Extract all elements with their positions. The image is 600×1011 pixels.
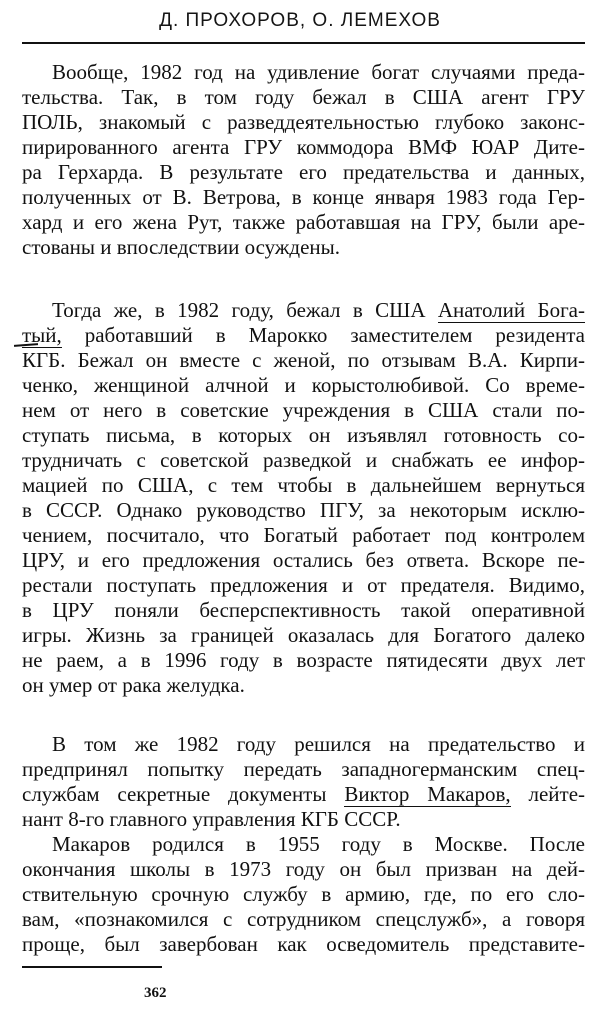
text-line: ПОЛЬ, знакомый с разведдеятельностью глубоко законс-	[22, 110, 585, 134]
text-line	[22, 298, 585, 323]
page-number: 362	[144, 985, 167, 1001]
text-line: проще, был завербован как осведомитель представите-	[22, 932, 585, 956]
text-line: тельства. Так, в том году бежал в США агент ГРУ	[22, 85, 585, 109]
text-line: окончания школы в 1973 году он был призван на дей-	[22, 857, 585, 881]
text-line: в ЦРУ поняли бесперспективность такой оперативной	[22, 598, 585, 622]
text-line: хард и его жена Рут, также работавшая на ГРУ, были аре-	[22, 210, 585, 234]
text-line: мацией по США, с тем чтобы в дальнейшем вернуться	[22, 473, 585, 497]
text-line	[22, 323, 585, 348]
paragraph-makarov-biography	[22, 832, 585, 957]
text-line: трудничать с советской разведкой и снабжать ее инфор-	[22, 448, 585, 472]
text-line: не раем, а в 1996 году в возрасте пятидесяти двух лет	[22, 648, 585, 672]
text-line: Макаров родился в 1955 году в Москве. После	[52, 832, 585, 856]
text-line: в СССР. Однако руководство ПГУ, за некоторым исклю-	[22, 498, 585, 522]
text-line: ствительную срочную службу в армию, где, по его сло-	[22, 882, 585, 906]
text-line: ченко, женщиной алчной и корыстолюбивой. Со време-	[22, 373, 585, 397]
text-line: пирированного агента ГРУ коммодора ВМФ ЮАР Дитe-	[22, 135, 585, 159]
text-line	[22, 782, 585, 807]
text-line: чением, посчитало, что Богатый работает под контролем	[22, 523, 585, 547]
text-line: нант 8-го главного управления КГБ СССР.	[22, 807, 401, 831]
text-line: игры. Жизнь за границей оказалась для Богатого далеко	[22, 623, 585, 647]
footnote-rule	[22, 966, 162, 968]
header-rule	[22, 42, 585, 44]
paragraph-makarov-intro	[22, 732, 585, 832]
text-line: ступать письма, в которых он изъявлял готовность со-	[22, 423, 585, 447]
text-line: В том же 1982 году решился на предательство и	[52, 732, 585, 756]
text-segment: службам секретные документы	[22, 782, 345, 806]
text-segment: Тогда же, в 1982 году, бежал в США	[52, 298, 438, 322]
text-line: ра Герхарда. В результате его предательства и данных,	[22, 160, 585, 184]
text-segment: лейте-	[510, 782, 586, 806]
text-line: КГБ. Бежал он вместе с женой, по отзывам В.А. Кирпи-	[22, 348, 585, 372]
paragraph-bogaty	[22, 298, 585, 698]
underlined-name: Анатолий Бога-	[437, 298, 585, 322]
running-header: Д. ПРОХОРОВ, О. ЛЕМЕХОВ	[159, 10, 441, 31]
paragraph-1982-betrayals	[22, 60, 585, 260]
underlined-name: Виктор Макаров,	[344, 782, 511, 806]
text-line: стованы и впоследствии осуждены.	[22, 235, 341, 259]
text-line: вам, «познакомился с сотрудником спецслужб», а говоря	[22, 907, 585, 931]
text-line: Вообще, 1982 год на удивление богат случаями преда-	[52, 60, 585, 84]
text-line: ЦРУ, и его предложения остались без ответа. Вскоре пе-	[22, 548, 585, 572]
text-line: он умер от рака желудка.	[22, 673, 245, 697]
text-line: нем от него в советские учреждения в США стали по-	[22, 398, 585, 422]
text-line: предпринял попытку передать западногерманским спец-	[22, 757, 585, 781]
underlined-name: тый,	[22, 323, 62, 347]
text-segment: работавший в Марокко заместителем резидента	[61, 323, 585, 347]
text-line: полученных от В. Ветрова, в конце января 1983 года Гер-	[22, 185, 585, 209]
text-line: рестали поступать предложения и от предателя. Видимо,	[22, 573, 585, 597]
